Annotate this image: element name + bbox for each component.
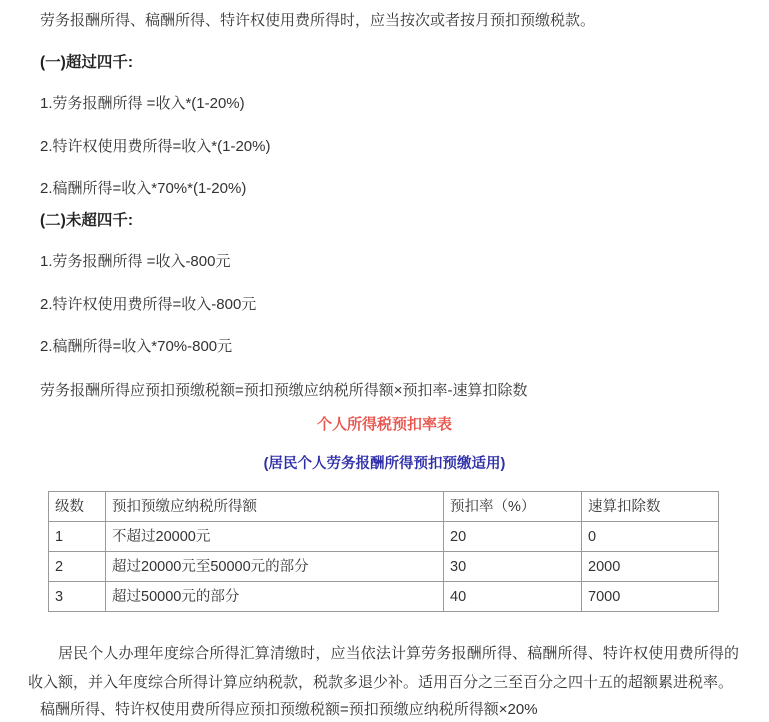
table-cell-rate: 40 (444, 582, 582, 612)
section-two-item-3: 2.稿酬所得=收入*70%-800元 (40, 338, 233, 355)
table-cell-rate: 20 (444, 522, 582, 552)
table-cell-rate: 30 (444, 552, 582, 582)
table-header-cell-income: 预扣预缴应纳税所得额 (106, 492, 444, 522)
withholding-rate-table (48, 491, 719, 612)
table-cell-income: 超过20000元至50000元的部分 (106, 552, 444, 582)
section-one-item-2: 2.特许权使用费所得=收入*(1-20%) (40, 138, 271, 155)
table-header-cell-level: 级数 (49, 492, 106, 522)
table-row (49, 552, 719, 582)
section-one-item-3: 2.稿酬所得=收入*70%*(1-20%) (40, 180, 247, 197)
section-one-item-1: 1.劳务报酬所得 =收入*(1-20%) (40, 95, 245, 112)
annual-settlement-paragraph: 居民个人办理年度综合所得汇算清缴时，应当依法计算劳务报酬所得、稿酬所得、特许权使用费所得的收入额，并入年度综合所得计算应纳税款，税款多退少补。适用百分之三至百分之四十五的超额累进税率。 (28, 645, 739, 691)
table-cell-deduction: 0 (582, 522, 719, 552)
table-header-cell-rate: 预扣率（%） (444, 492, 582, 522)
section-one-heading: (一)超过四千: (40, 54, 133, 71)
table-cell-level: 1 (49, 522, 106, 552)
section-two-heading: (二)未超四千: (40, 212, 133, 229)
intro-paragraph: 劳务报酬所得、稿酬所得、特许权使用费所得时，应当按次或者按月预扣预缴税款。 (40, 12, 596, 29)
table-cell-level: 3 (49, 582, 106, 612)
rate-table-subtitle: (居民个人劳务报酬所得预扣预缴适用) (263, 456, 506, 472)
table-cell-deduction: 2000 (582, 552, 719, 582)
table-cell-deduction: 7000 (582, 582, 719, 612)
table-header-row (49, 492, 719, 522)
section-two-item-1: 1.劳务报酬所得 =收入-800元 (40, 253, 231, 270)
table-cell-level: 2 (49, 552, 106, 582)
table-header-cell-deduction: 速算扣除数 (582, 492, 719, 522)
table-row (49, 582, 719, 612)
rate-table-title: 个人所得税预扣率表 (316, 416, 452, 433)
table-cell-income: 不超过20000元 (106, 522, 444, 552)
royalty-withholding-formula: 稿酬所得、特许权使用费所得应预扣预缴税额=预扣预缴应纳税所得额×20% (40, 701, 538, 718)
section-two-item-2: 2.特许权使用费所得=收入-800元 (40, 296, 257, 313)
table-cell-income: 超过50000元的部分 (106, 582, 444, 612)
table-row (49, 522, 719, 552)
withholding-formula: 劳务报酬所得应预扣预缴税额=预扣预缴应纳税所得额×预扣率-速算扣除数 (40, 382, 528, 399)
